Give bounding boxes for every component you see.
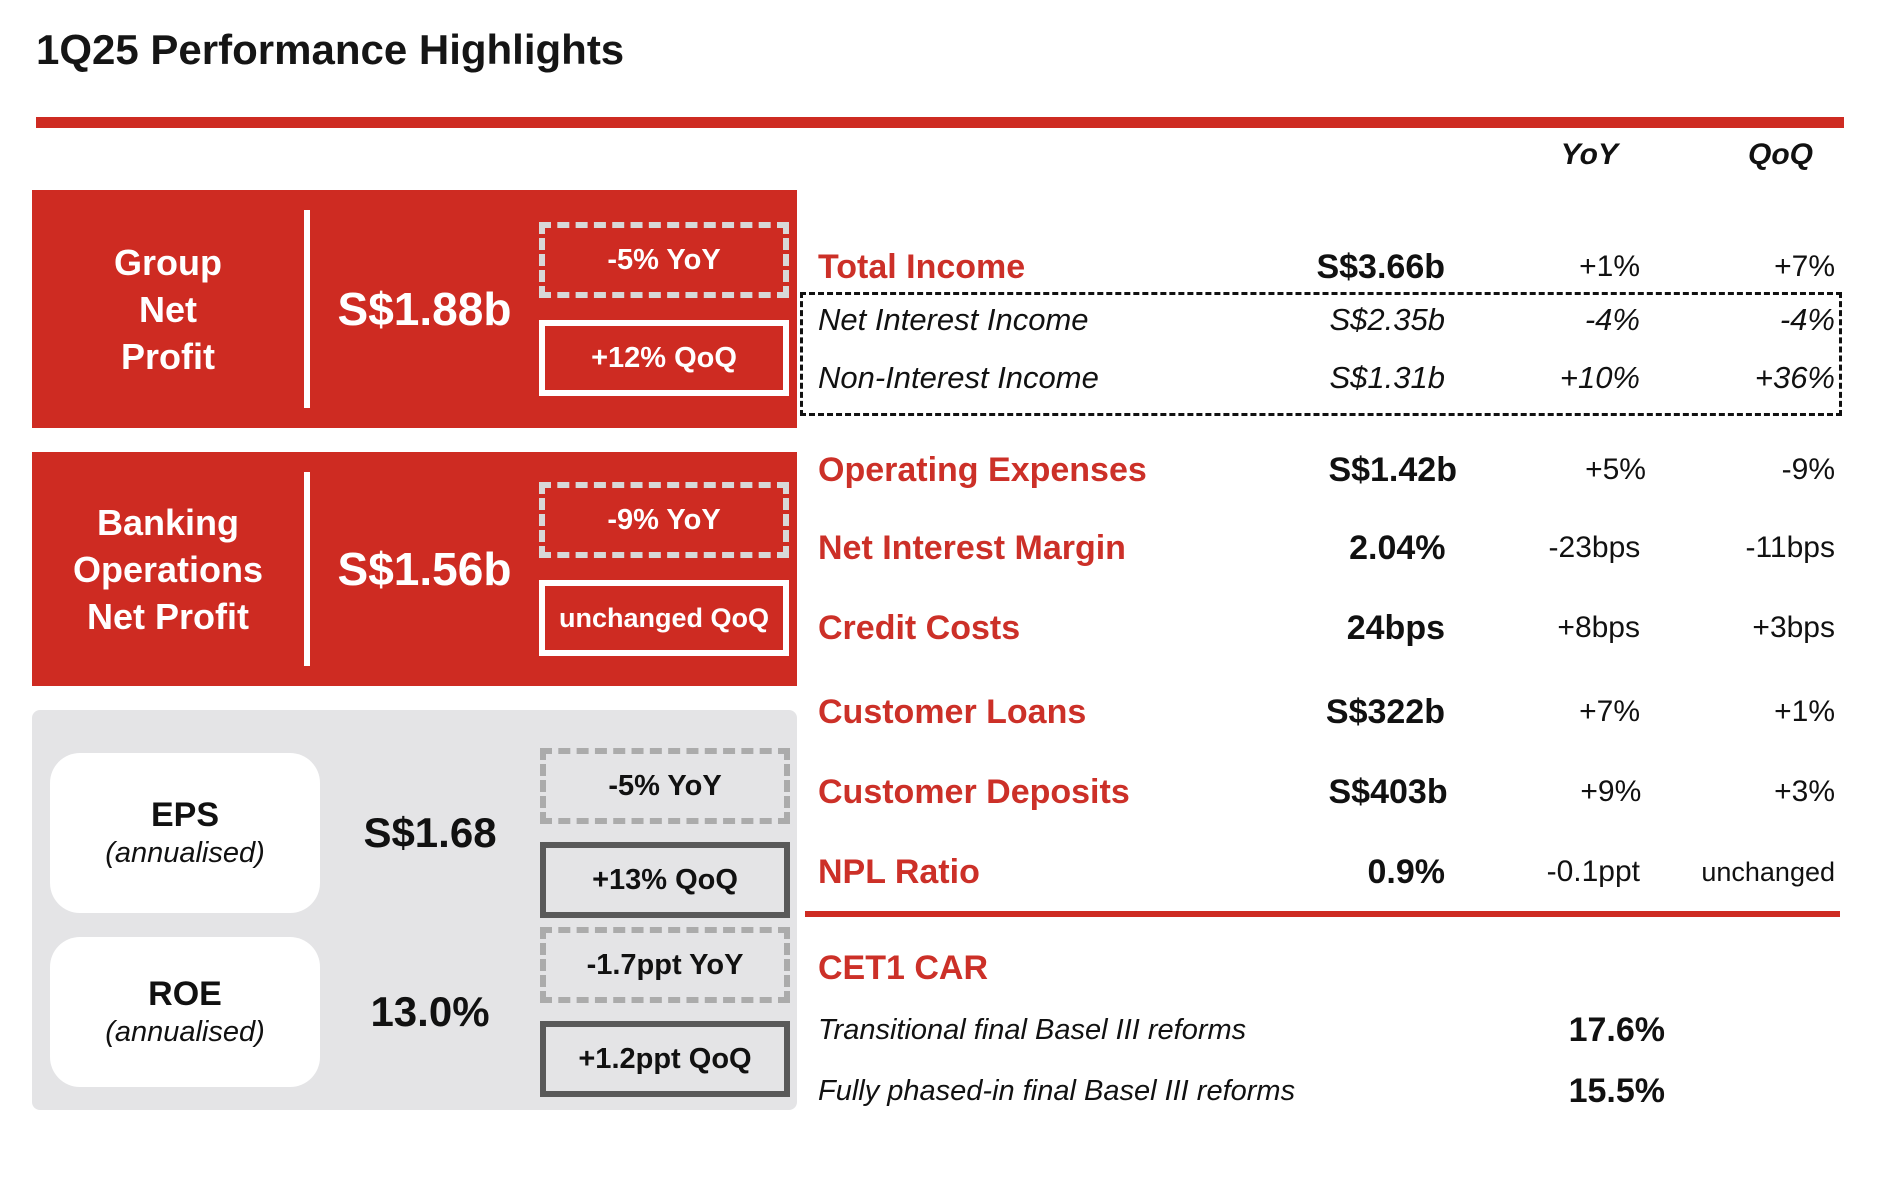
label-line: Banking bbox=[96, 501, 239, 543]
roe-row bbox=[32, 932, 797, 1092]
row-value: 2.04% bbox=[1349, 529, 1446, 567]
cet1-row-fully-phased-in bbox=[810, 1068, 1665, 1114]
eps-label: EPS bbox=[150, 796, 220, 834]
badge-column bbox=[539, 452, 789, 686]
row-label: Transitional final Basel III reforms bbox=[818, 1014, 1247, 1046]
row-label: Net Interest Margin bbox=[818, 529, 1126, 567]
row-yoy: +7% bbox=[1579, 695, 1640, 728]
cet1-car-title: CET1 CAR bbox=[818, 949, 989, 987]
label-line: Group bbox=[114, 241, 222, 283]
label-line: Operations bbox=[72, 548, 264, 590]
table-row-npl-ratio bbox=[810, 848, 1835, 896]
row-label: Non-Interest Income bbox=[818, 360, 1099, 395]
row-value: S$1.31b bbox=[1329, 360, 1445, 395]
row-yoy: +9% bbox=[1580, 775, 1642, 808]
qoq-badge: +1.2ppt QoQ bbox=[540, 1021, 790, 1097]
label-line: Net Profit bbox=[87, 595, 249, 637]
row-label: Customer Deposits bbox=[818, 773, 1130, 811]
badge-column bbox=[539, 190, 789, 428]
row-value: 24bps bbox=[1346, 609, 1445, 647]
row-yoy: -4% bbox=[1584, 302, 1640, 337]
section-divider bbox=[805, 911, 1840, 917]
row-label: NPL Ratio bbox=[818, 853, 980, 891]
row-yoy: -23bps bbox=[1548, 531, 1641, 564]
eps-row bbox=[32, 748, 797, 918]
row-label: Fully phased-in final Basel III reforms bbox=[818, 1075, 1296, 1107]
table-header-row bbox=[810, 133, 1835, 177]
yoy-column-header: YoY bbox=[1560, 138, 1618, 171]
row-qoq: -9% bbox=[1781, 453, 1835, 486]
yoy-badge: -5% YoY bbox=[540, 748, 790, 824]
roe-sublabel: (annualised) bbox=[105, 1016, 265, 1048]
cet1-row-transitional bbox=[810, 1007, 1665, 1053]
row-qoq: +7% bbox=[1774, 250, 1835, 283]
table-row-customer-loans bbox=[810, 688, 1835, 736]
roe-card bbox=[50, 937, 320, 1087]
row-qoq: +36% bbox=[1754, 360, 1835, 395]
group-net-profit-card bbox=[32, 190, 797, 428]
row-yoy: +8bps bbox=[1557, 611, 1640, 644]
row-qoq: unchanged bbox=[1701, 857, 1835, 887]
group-net-profit-label bbox=[32, 190, 304, 428]
row-qoq: -11bps bbox=[1745, 531, 1835, 564]
banking-operations-value: S$1.56b bbox=[337, 543, 512, 595]
row-label: Total Income bbox=[818, 248, 1026, 286]
row-qoq: -4% bbox=[1779, 302, 1835, 337]
qoq-column-header: QoQ bbox=[1748, 138, 1813, 171]
row-value: S$2.35b bbox=[1329, 302, 1445, 337]
row-label: Credit Costs bbox=[818, 609, 1021, 647]
table-row-net-interest-margin bbox=[810, 524, 1835, 572]
row-value: 0.9% bbox=[1367, 853, 1445, 891]
row-qoq: +1% bbox=[1774, 695, 1835, 728]
table-row-non-interest-income bbox=[810, 354, 1835, 402]
table-row-total-income bbox=[810, 243, 1835, 291]
eps-value: S$1.68 bbox=[363, 809, 497, 856]
yoy-badge: -5% YoY bbox=[539, 222, 789, 298]
row-yoy: -0.1ppt bbox=[1546, 855, 1640, 888]
badge-column bbox=[540, 927, 790, 1097]
row-value: S$322b bbox=[1325, 693, 1445, 731]
qoq-badge: +13% QoQ bbox=[540, 842, 790, 918]
row-qoq: +3bps bbox=[1752, 611, 1835, 644]
table-row-operating-expenses bbox=[810, 446, 1835, 494]
roe-value: 13.0% bbox=[370, 988, 490, 1035]
badge-column bbox=[540, 748, 790, 918]
table-row-net-interest-income bbox=[810, 296, 1835, 344]
row-label: Operating Expenses bbox=[818, 451, 1147, 489]
banking-operations-net-profit-card bbox=[32, 452, 797, 686]
row-yoy: +10% bbox=[1559, 360, 1640, 395]
row-value: 17.6% bbox=[1568, 1011, 1665, 1049]
table-row-credit-costs bbox=[810, 604, 1835, 652]
row-yoy: +1% bbox=[1579, 250, 1640, 283]
label-line: Profit bbox=[121, 335, 215, 377]
title-rule bbox=[36, 117, 1844, 128]
qoq-badge: unchanged QoQ bbox=[539, 580, 789, 656]
label-line: Net bbox=[138, 288, 197, 330]
eps-card bbox=[50, 753, 320, 913]
table-row-customer-deposits bbox=[810, 768, 1835, 816]
row-label: Customer Loans bbox=[818, 693, 1087, 731]
roe-label: ROE bbox=[148, 975, 222, 1013]
row-label: Net Interest Income bbox=[818, 302, 1089, 337]
page-title: 1Q25 Performance Highlights bbox=[36, 26, 625, 73]
yoy-badge: -1.7ppt YoY bbox=[540, 927, 790, 1003]
group-net-profit-value: S$1.88b bbox=[337, 283, 512, 335]
row-qoq: +3% bbox=[1774, 775, 1835, 808]
row-value: 15.5% bbox=[1568, 1072, 1665, 1110]
ratios-panel bbox=[32, 710, 797, 1110]
row-value: S$403b bbox=[1328, 773, 1448, 811]
row-yoy: +5% bbox=[1585, 453, 1646, 486]
row-value: S$1.42b bbox=[1328, 451, 1457, 489]
qoq-badge: +12% QoQ bbox=[539, 320, 789, 396]
yoy-badge: -9% YoY bbox=[539, 482, 789, 558]
eps-sublabel: (annualised) bbox=[105, 837, 265, 869]
row-value: S$3.66b bbox=[1316, 248, 1445, 286]
banking-operations-label bbox=[32, 452, 304, 686]
